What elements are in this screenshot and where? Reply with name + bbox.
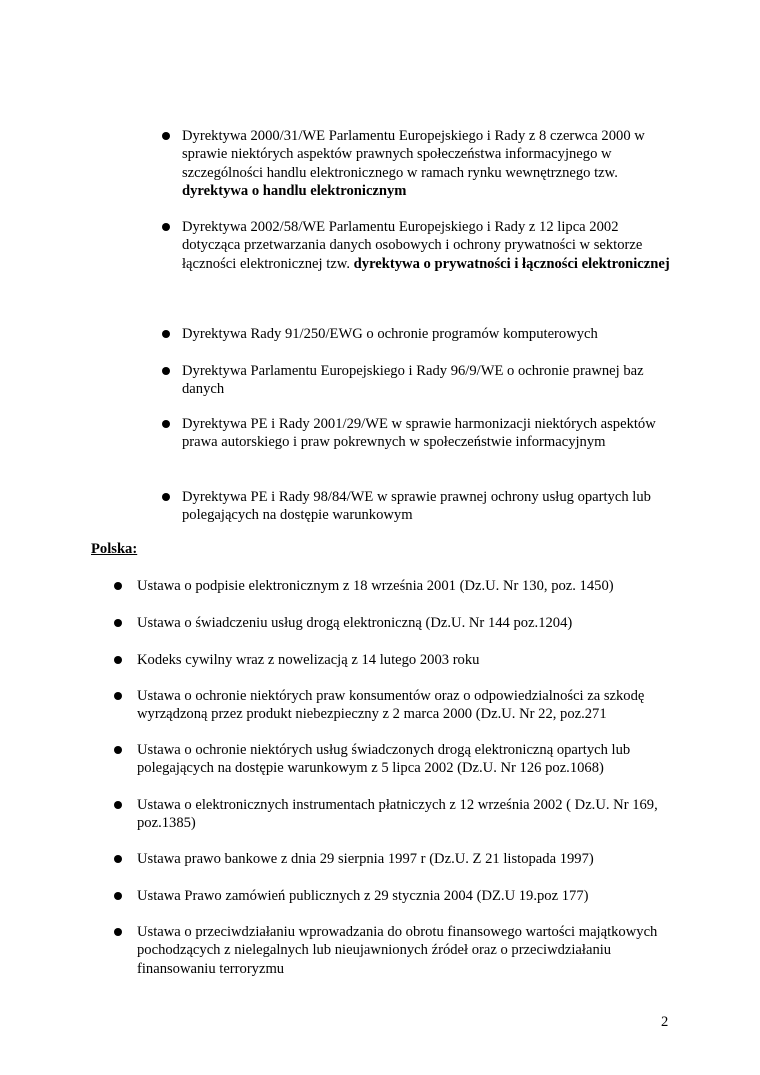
list-item: Ustawa o ochronie niektórych usług świadczonych drogą elektroniczną opartych lub polegających na dostępie warunkowym z 5 lipca 2002 (Dz.U. Nr 126 poz.1068): [137, 741, 677, 778]
list-item: Ustawa o elektronicznych instrumentach płatniczych z 12 września 2002 ( Dz.U. Nr 169, poz.1385): [137, 796, 677, 833]
list-item: Ustawa o podpisie elektronicznym z 18 września 2001 (Dz.U. Nr 130, poz. 1450): [137, 577, 677, 595]
list-item: Dyrektywa PE i Rady 2001/29/WE w sprawie harmonizacji niektórych aspektów prawa autorskiego i praw pokrewnych w społeczeństwie informacyjnym: [182, 415, 672, 452]
list-item: Ustawa o świadczeniu usług drogą elektroniczną (Dz.U. Nr 144 poz.1204): [137, 614, 677, 632]
list-item: Kodeks cywilny wraz z nowelizacją z 14 lutego 2003 roku: [137, 651, 677, 669]
list-item: Dyrektywa PE i Rady 98/84/WE w sprawie prawnej ochrony usług opartych lub polegających na dostępie warunkowym: [182, 488, 672, 525]
list-item: Dyrektywa Rady 91/250/EWG o ochronie programów komputerowych: [182, 325, 672, 343]
list-item: Ustawa prawo bankowe z dnia 29 sierpnia 1997 r (Dz.U. Z 21 listopada 1997): [137, 850, 677, 868]
list-item: Dyrektywa 2000/31/WE Parlamentu Europejskiego i Rady z 8 czerwca 2000 w sprawie niektórych aspektów prawnych społeczeństwa informacyjnego w szczególności handlu elektronicznego w ramach rynku wewnętrznego tzw. dyrektywa o handlu elektronicznym: [182, 127, 672, 201]
list-item: Dyrektywa Parlamentu Europejskiego i Rady 96/9/WE o ochronie prawnej baz danych: [182, 362, 672, 399]
list-item: Ustawa o przeciwdziałaniu wprowadzania do obrotu finansowego wartości majątkowych pochodzących z nielegalnych lub nieujawnionych źródeł oraz o przeciwdziałaniu finansowaniu terroryzmu: [137, 923, 677, 978]
page-number: 2: [661, 1014, 669, 1030]
list-item: Ustawa Prawo zamówień publicznych z 29 stycznia 2004 (DZ.U 19.poz 177): [137, 887, 677, 905]
list-item: Ustawa o ochronie niektórych praw konsumentów oraz o odpowiedzialności za szkodę wyrządzoną przez produkt niebezpieczny z 2 marca 2000 (Dz.U. Nr 22, poz.271: [137, 687, 677, 724]
section-heading-polska: Polska:: [91, 541, 138, 557]
list-item: Dyrektywa 2002/58/WE Parlamentu Europejskiego i Rady z 12 lipca 2002 dotycząca przetwarzania danych osobowych i ochrony prywatności w sektorze łączności elektronicznej tzw. dyrektywa o prywatności i łączności elektronicznej: [182, 218, 672, 273]
